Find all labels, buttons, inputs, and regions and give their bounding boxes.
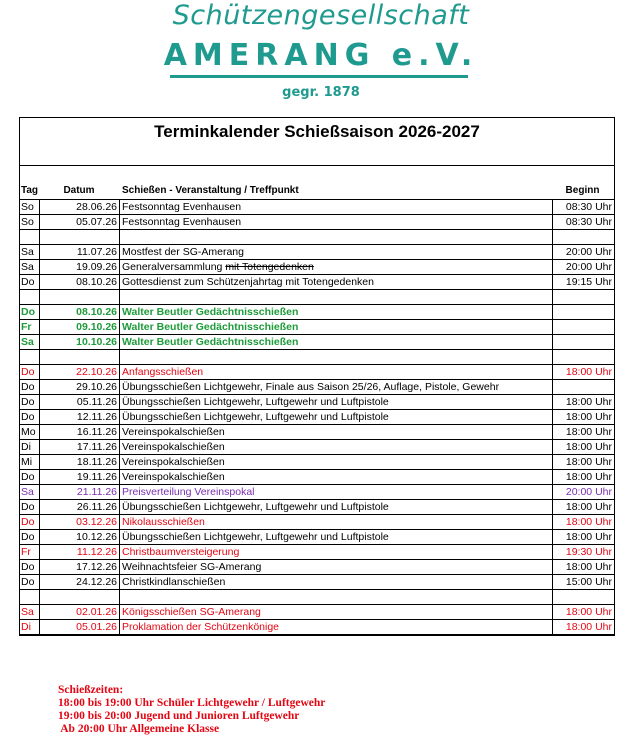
table-row bbox=[20, 305, 614, 320]
day-cell: Do bbox=[20, 530, 40, 544]
calendar-rows bbox=[20, 200, 614, 635]
table-row bbox=[20, 500, 614, 515]
date-cell: 08.10.26 bbox=[40, 275, 120, 289]
date-cell: 29.10.26 bbox=[40, 380, 120, 394]
event-cell bbox=[120, 515, 553, 529]
event-cell bbox=[120, 530, 553, 544]
column-header-date: Datum bbox=[63, 185, 95, 196]
date-cell: 22.10.26 bbox=[40, 365, 120, 379]
day-cell: Fr bbox=[20, 545, 40, 559]
date-cell bbox=[40, 590, 120, 604]
day-cell: Do bbox=[20, 515, 40, 529]
table-row bbox=[20, 485, 614, 500]
event-text: Königsschießen SG-Amerang bbox=[122, 606, 261, 618]
time-cell bbox=[553, 350, 614, 364]
table-row bbox=[20, 215, 614, 230]
time-cell: 18:00 Uhr bbox=[565, 456, 612, 468]
time-cell bbox=[553, 290, 614, 304]
event-text: Walter Beutler Gedächtnisschießen bbox=[122, 321, 299, 333]
table-row bbox=[20, 470, 614, 485]
table-row bbox=[20, 395, 614, 410]
date-cell: 05.07.26 bbox=[40, 215, 120, 229]
shooting-times-line: 18:00 bis 19:00 Uhr Schüler Lichtgewehr / Luftgewehr bbox=[58, 697, 326, 709]
time-cell: 20:00 Uhr bbox=[565, 486, 612, 498]
time-cell: 08:30 Uhr bbox=[565, 216, 612, 228]
event-cell bbox=[120, 230, 553, 244]
shooting-times bbox=[58, 684, 325, 736]
event-text: Walter Beutler Gedächtnisschießen bbox=[122, 306, 299, 318]
table-row bbox=[20, 530, 614, 545]
column-header-day: Tag bbox=[21, 185, 39, 196]
date-cell: 19.11.26 bbox=[40, 470, 120, 484]
table-row bbox=[20, 560, 614, 575]
table-row bbox=[20, 455, 614, 470]
time-cell: 18:00 Uhr bbox=[565, 396, 612, 408]
date-cell: 09.10.26 bbox=[40, 320, 120, 334]
event-text: Anfangsschießen bbox=[122, 366, 204, 378]
time-cell: 08:30 Uhr bbox=[565, 201, 612, 213]
day-cell: Do bbox=[20, 575, 40, 589]
table-row bbox=[20, 380, 614, 395]
event-calendar-table bbox=[19, 117, 615, 636]
event-cell bbox=[120, 215, 553, 229]
table-row bbox=[20, 365, 614, 380]
date-cell: 18.11.26 bbox=[40, 455, 120, 469]
event-cell bbox=[120, 575, 553, 589]
time-cell: 19:30 Uhr bbox=[565, 546, 612, 558]
event-text: Christkindlanschießen bbox=[122, 576, 226, 588]
table-row bbox=[20, 260, 614, 275]
day-cell: Do bbox=[20, 560, 40, 574]
table-row bbox=[20, 320, 614, 335]
table-row bbox=[20, 605, 614, 620]
date-cell bbox=[40, 290, 120, 304]
event-cell bbox=[120, 380, 553, 394]
table-row bbox=[20, 545, 614, 560]
time-cell: 18:00 Uhr bbox=[565, 471, 612, 483]
date-cell: 26.11.26 bbox=[40, 500, 120, 514]
event-cell bbox=[120, 395, 553, 409]
date-cell: 10.12.26 bbox=[40, 530, 120, 544]
time-cell bbox=[553, 590, 614, 604]
day-cell: Do bbox=[20, 395, 40, 409]
date-cell: 02.01.26 bbox=[40, 605, 120, 619]
date-cell: 24.12.26 bbox=[40, 575, 120, 589]
date-cell bbox=[40, 230, 120, 244]
time-cell bbox=[553, 320, 614, 334]
event-cell bbox=[120, 365, 553, 379]
date-cell: 05.11.26 bbox=[40, 395, 120, 409]
time-cell bbox=[553, 305, 614, 319]
calendar-title: Terminkalender Schießsaison 2026-2027 bbox=[20, 118, 614, 166]
event-cell bbox=[120, 245, 553, 259]
event-cell bbox=[120, 485, 553, 499]
spacer-row bbox=[20, 230, 614, 245]
founding-year: gegr. 1878 bbox=[282, 85, 360, 100]
date-cell: 03.12.26 bbox=[40, 515, 120, 529]
event-cell bbox=[120, 200, 553, 214]
table-row bbox=[20, 425, 614, 440]
date-cell: 11.12.26 bbox=[40, 545, 120, 559]
event-text: Preisverteilung Vereinspokal bbox=[122, 486, 255, 498]
event-cell bbox=[120, 620, 553, 634]
event-cell bbox=[120, 560, 553, 574]
date-cell: 05.01.26 bbox=[40, 620, 120, 634]
event-struck-text: mit Totengedenken bbox=[225, 261, 314, 273]
event-cell bbox=[120, 260, 553, 274]
day-cell: Do bbox=[20, 380, 40, 394]
event-text: Christbaumversteigerung bbox=[122, 546, 240, 558]
date-cell: 19.09.26 bbox=[40, 260, 120, 274]
day-cell bbox=[20, 290, 40, 304]
event-text: Vereinspokalschießen bbox=[122, 441, 225, 453]
event-text: Vereinspokalschießen bbox=[122, 456, 225, 468]
date-cell: 28.06.26 bbox=[40, 200, 120, 214]
event-cell bbox=[120, 275, 553, 289]
time-cell: 18:00 Uhr bbox=[565, 426, 612, 438]
day-cell bbox=[20, 230, 40, 244]
table-row bbox=[20, 410, 614, 425]
date-cell: 12.11.26 bbox=[40, 410, 120, 424]
time-cell bbox=[553, 230, 614, 244]
day-cell: Sa bbox=[20, 605, 40, 619]
time-cell: 20:00 Uhr bbox=[565, 246, 612, 258]
event-cell bbox=[120, 305, 553, 319]
time-cell: 18:00 Uhr bbox=[565, 531, 612, 543]
time-cell: 18:00 Uhr bbox=[565, 516, 612, 528]
event-cell bbox=[120, 440, 553, 454]
day-cell: Di bbox=[20, 620, 40, 634]
day-cell: Do bbox=[20, 500, 40, 514]
date-cell: 11.07.26 bbox=[40, 245, 120, 259]
event-text: Übungsschießen Lichtgewehr, Luftgewehr und Luftpistole bbox=[122, 396, 389, 408]
day-cell: Mo bbox=[20, 425, 40, 439]
event-text: Übungsschießen Lichtgewehr, Luftgewehr und Luftpistole bbox=[122, 531, 389, 543]
event-cell bbox=[120, 335, 553, 349]
event-cell bbox=[120, 545, 553, 559]
column-header-event: Schießen - Veranstaltung / Treffpunkt bbox=[122, 185, 299, 196]
event-text: Generalversammlung bbox=[122, 261, 223, 273]
table-row bbox=[20, 620, 614, 635]
spacer-row bbox=[20, 590, 614, 605]
event-text: Übungsschießen Lichtgewehr, Luftgewehr und Luftpistole bbox=[122, 501, 389, 513]
event-cell bbox=[120, 455, 553, 469]
club-name-underline bbox=[170, 75, 468, 78]
date-cell: 17.11.26 bbox=[40, 440, 120, 454]
day-cell: Mi bbox=[20, 455, 40, 469]
day-cell: Fr bbox=[20, 320, 40, 334]
day-cell: Do bbox=[20, 365, 40, 379]
shooting-times-line: Ab 20:00 Uhr Allgemeine Klasse bbox=[58, 723, 220, 735]
time-cell: 18:00 Uhr bbox=[565, 606, 612, 618]
day-cell: Sa bbox=[20, 335, 40, 349]
day-cell: Di bbox=[20, 440, 40, 454]
time-cell bbox=[553, 380, 614, 394]
table-row bbox=[20, 575, 614, 590]
event-text: Vereinspokalschießen bbox=[122, 471, 225, 483]
event-cell bbox=[120, 500, 553, 514]
time-cell bbox=[553, 335, 614, 349]
shooting-times-heading: Schießzeiten: bbox=[58, 684, 124, 696]
event-text: Proklamation der Schützenkönige bbox=[122, 621, 280, 633]
club-name: Schützengesellschaft bbox=[172, 0, 470, 31]
time-cell: 20:00 Uhr bbox=[565, 261, 612, 273]
date-cell: 10.10.26 bbox=[40, 335, 120, 349]
date-cell: 17.12.26 bbox=[40, 560, 120, 574]
time-cell: 18:00 Uhr bbox=[565, 411, 612, 423]
table-row bbox=[20, 515, 614, 530]
time-cell: 15:00 Uhr bbox=[565, 576, 612, 588]
day-cell: So bbox=[20, 200, 40, 214]
date-cell: 21.11.26 bbox=[40, 485, 120, 499]
day-cell: Sa bbox=[20, 485, 40, 499]
day-cell: So bbox=[20, 215, 40, 229]
day-cell: Do bbox=[20, 305, 40, 319]
date-cell: 08.10.26 bbox=[40, 305, 120, 319]
event-text: Übungsschießen Lichtgewehr, Luftgewehr und Luftpistole bbox=[122, 411, 389, 423]
table-row bbox=[20, 200, 614, 215]
event-text: Weihnachtsfeier SG-Amerang bbox=[122, 561, 262, 573]
club-city: AMERANG e.V. bbox=[163, 38, 479, 73]
event-cell bbox=[120, 590, 553, 604]
table-header-row bbox=[20, 166, 614, 200]
event-text: Festsonntag Evenhausen bbox=[122, 216, 242, 228]
event-cell bbox=[120, 410, 553, 424]
spacer-row bbox=[20, 290, 614, 305]
event-cell bbox=[120, 605, 553, 619]
shooting-times-line: 19:00 bis 20:00 Jugend und Junioren Luftgewehr bbox=[58, 710, 300, 722]
event-cell bbox=[120, 425, 553, 439]
table-row bbox=[20, 245, 614, 260]
time-cell: 18:00 Uhr bbox=[565, 501, 612, 513]
day-cell: Sa bbox=[20, 245, 40, 259]
event-text: Nikolausschießen bbox=[122, 516, 205, 528]
day-cell bbox=[20, 350, 40, 364]
event-text: Vereinspokalschießen bbox=[122, 426, 225, 438]
day-cell: Do bbox=[20, 410, 40, 424]
event-cell bbox=[120, 350, 553, 364]
day-cell: Sa bbox=[20, 260, 40, 274]
time-cell: 18:00 Uhr bbox=[565, 366, 612, 378]
table-row bbox=[20, 275, 614, 290]
event-cell bbox=[120, 290, 553, 304]
date-cell: 16.11.26 bbox=[40, 425, 120, 439]
column-header-time: Beginn bbox=[565, 185, 600, 196]
event-text: Mostfest der SG-Amerang bbox=[122, 246, 244, 258]
table-row bbox=[20, 335, 614, 350]
event-text: Festsonntag Evenhausen bbox=[122, 201, 242, 213]
time-cell: 18:00 Uhr bbox=[565, 561, 612, 573]
day-cell bbox=[20, 590, 40, 604]
spacer-row bbox=[20, 350, 614, 365]
time-cell: 19:15 Uhr bbox=[565, 276, 612, 288]
table-row bbox=[20, 440, 614, 455]
event-cell bbox=[120, 320, 553, 334]
time-cell: 18:00 Uhr bbox=[565, 621, 612, 633]
date-cell bbox=[40, 350, 120, 364]
event-cell bbox=[120, 470, 553, 484]
event-text: Gottesdienst zum Schützenjahrtag mit Totengedenken bbox=[122, 276, 374, 288]
time-cell: 18:00 Uhr bbox=[565, 441, 612, 453]
event-text: Übungsschießen Lichtgewehr, Finale aus Saison 25/26, Auflage, Pistole, Gewehr bbox=[122, 381, 500, 393]
day-cell: Do bbox=[20, 275, 40, 289]
event-text: Walter Beutler Gedächtnisschießen bbox=[122, 336, 299, 348]
day-cell: Do bbox=[20, 470, 40, 484]
